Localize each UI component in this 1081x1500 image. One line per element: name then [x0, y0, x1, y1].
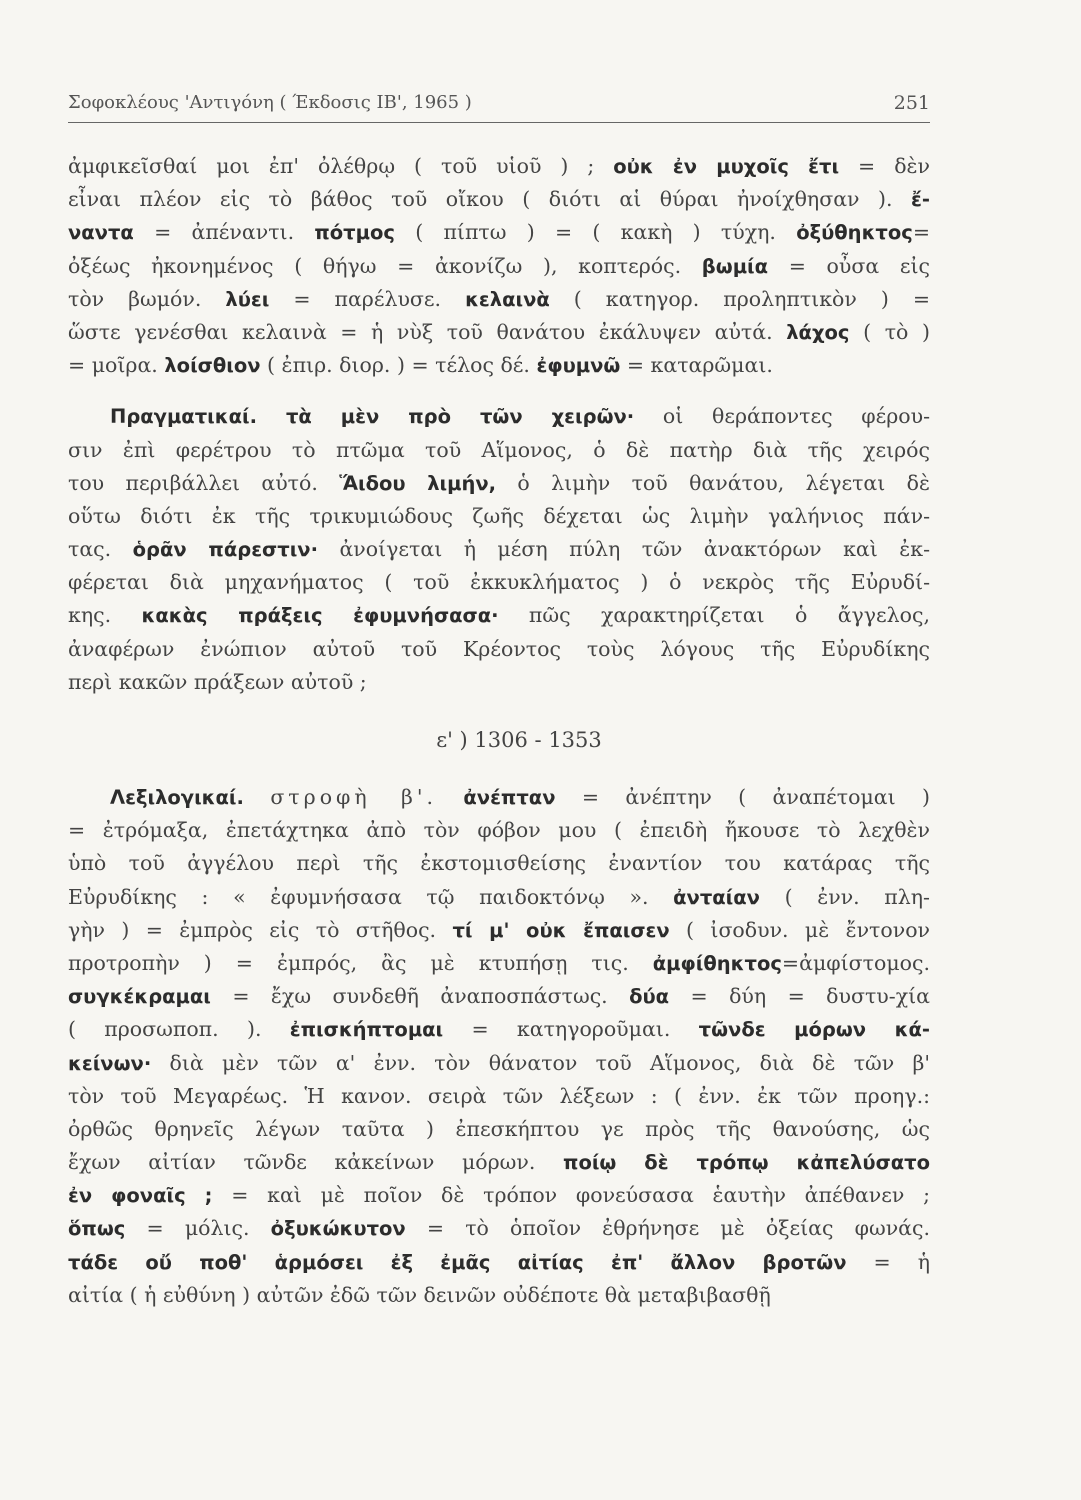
- bold-term: ἐφυμνῶ: [536, 354, 621, 378]
- text-segment: [244, 785, 270, 809]
- text-line: [68, 349, 930, 382]
- bold-term: δύα: [629, 985, 670, 1009]
- bold-term: τί μ' οὐκ ἔπαισεν: [452, 918, 670, 942]
- text-segment: διὰ μὲν τῶν α' ἐνν. τὸν θάνατον τοῦ Αἵμονος, διὰ δὲ τῶν β': [151, 1050, 930, 1075]
- text-segment: ὥστε γενέσθαι κελαινὰ = ἡ νὺξ τοῦ θανάτου ἐκάλυψεν αὐτά.: [68, 319, 787, 344]
- text-line: [68, 283, 930, 316]
- text-segment: ἀνοίγεται ἡ μέση πύλη τῶν ἀνακτόρων καὶ ἐκ-: [317, 537, 930, 562]
- text-line: [68, 500, 930, 533]
- text-body: [68, 150, 930, 1312]
- text-line: [68, 566, 930, 599]
- bold-term: τῶνδε μόρων κά-: [698, 1018, 930, 1042]
- text-segment: = ἔχω συνδεθῆ ἀναποσπάστως.: [210, 984, 630, 1009]
- text-line: [68, 400, 930, 433]
- text-segment: = παρέλυσε.: [269, 286, 466, 311]
- text-segment: προτροπὴν ) = ἐμπρός, ἂς μὲ κτυπήσῃ τις.: [68, 950, 653, 975]
- text-segment: οὕτω διότι ἐκ τῆς τρικυμιώδους ζωῆς δέχεται ὡς λιμὴν γαλήνιος πάν-: [68, 503, 930, 528]
- paragraph-lexilogikai: [68, 781, 930, 1312]
- text-segment: ὀξέως ἠκονημένος ( θήγω = ἀκονίζω ), κοπτερός.: [68, 253, 702, 278]
- text-line: [68, 533, 930, 566]
- bold-term: Ἅιδου λιμήν,: [339, 471, 497, 495]
- text-line: [68, 1080, 930, 1113]
- text-segment: οἱ θεράποντες φέρου-: [634, 404, 930, 429]
- bold-term: ἀνέπταν: [463, 786, 556, 809]
- text-segment: = μοῖρα.: [68, 353, 165, 378]
- bold-term: τάδε οὔ ποθ' ἁρμόσει ἐξ ἐμᾶς αἰτίας ἐπ' ἄλλον βροτῶν: [68, 1250, 847, 1274]
- text-line: [68, 666, 930, 699]
- text-line: [68, 847, 930, 880]
- bold-term: Λεξιλογικαί.: [110, 786, 244, 809]
- text-line: [68, 250, 930, 283]
- bold-term: οὐκ ἐν μυχοῖς ἔτι: [613, 155, 840, 178]
- text-segment: τὸν βωμόν.: [68, 286, 226, 311]
- text-line: [68, 316, 930, 349]
- text-segment: γὴν ) = ἐμπρὸς εἰς τὸ στῆθος.: [68, 917, 453, 942]
- text-segment: = ἡ: [846, 1249, 930, 1274]
- text-line: [68, 183, 930, 216]
- text-line: [68, 980, 930, 1013]
- bold-term: ἐν φοναῖς ;: [68, 1184, 213, 1208]
- text-line: [68, 947, 930, 980]
- text-segment: τας.: [68, 537, 133, 562]
- text-line: [68, 434, 930, 467]
- bold-term: ἀνταίαν: [673, 885, 760, 909]
- paragraph-glossary-continued: [68, 150, 930, 382]
- bold-term: πότμος: [314, 221, 395, 245]
- text-line: [68, 1047, 930, 1080]
- text-segment: περὶ κακῶν πράξεων αὐτοῦ ;: [68, 669, 367, 694]
- text-line: [68, 216, 930, 249]
- text-segment: ἔχων αἰτίαν τῶνδε κἀκείνων μόρων.: [68, 1150, 564, 1175]
- bold-term: συγκέκραμαι: [68, 985, 211, 1009]
- bold-term: λάχος: [786, 320, 850, 344]
- text-line: [68, 1212, 930, 1245]
- bold-term: ναντα: [68, 221, 134, 245]
- text-segment: ( ἐπιρ. διορ. ) = τέλος δέ.: [260, 353, 537, 378]
- bold-term: κακὰς πράξεις ἐφυμνήσασα·: [141, 604, 499, 628]
- text-segment: ( τὸ ): [849, 319, 930, 344]
- text-segment: ( ἰσοδυν. μὲ ἔντονον: [669, 917, 930, 942]
- bold-term: ὀξύθηκτος: [796, 221, 913, 245]
- text-line: [68, 1013, 930, 1046]
- text-segment: κης.: [68, 603, 142, 628]
- text-segment: = δὲν: [839, 154, 930, 178]
- text-line: [68, 1113, 930, 1146]
- bold-term: ποίῳ δὲ τρόπῳ κἀπελύσατο: [563, 1151, 930, 1175]
- text-segment: ( κατηγορ. προληπτικὸν ) =: [549, 286, 930, 311]
- bold-term: κείνων·: [68, 1051, 152, 1075]
- text-line: [68, 633, 930, 666]
- text-segment: ὀρθῶς θρηνεῖς λέγων ταῦτα ) ἐπεσκήπτου γε πρὸς τῆς θανούσης, ὡς: [68, 1116, 930, 1141]
- text-line: [68, 814, 930, 847]
- text-line: [68, 781, 930, 814]
- text-segment: ( ἐνν. πλη-: [759, 884, 930, 909]
- text-segment: ἀναφέρων ἐνώπιον αὐτοῦ τοῦ Κρέοντος τοὺς λόγους τῆς Εὐρυδίκης: [68, 636, 930, 661]
- text-segment: = μόλις.: [125, 1216, 271, 1241]
- text-segment: πῶς χαρακτηρίζεται ὁ ἄγγελος,: [498, 603, 930, 628]
- bold-term: ὀξυκώκυτον: [270, 1217, 406, 1241]
- bold-term: λύει: [225, 287, 270, 311]
- bold-term: ἔ-: [911, 188, 930, 212]
- text-segment: τὸν τοῦ Μεγαρέως. Ἡ κανον. σειρὰ τῶν λέξεων : ( ἐνν. ἐκ τῶν προηγ.:: [68, 1083, 930, 1108]
- text-line: [68, 1279, 930, 1312]
- text-line: [68, 914, 930, 947]
- text-line: [68, 599, 930, 632]
- header-title: Σοφοκλέους 'Αντιγόνη ( Έκδοσις ΙΒ', 1965 ): [68, 92, 472, 113]
- text-segment: = δύη = δυστυ-χία: [669, 984, 930, 1009]
- text-segment: =: [912, 220, 930, 245]
- running-header: [68, 86, 930, 123]
- text-segment: του περιβάλλει αὐτό.: [68, 470, 340, 495]
- page-number: 251: [893, 92, 930, 114]
- bold-term: λοίσθιον: [164, 354, 261, 378]
- text-line: [68, 1246, 930, 1279]
- text-segment: ὁ λιμὴν τοῦ θανάτου, λέγεται δὲ: [496, 470, 930, 495]
- text-line: [68, 150, 930, 183]
- bold-term: βωμία: [701, 254, 769, 278]
- bold-term: ἐπισκήπτομαι: [289, 1018, 444, 1042]
- text-segment: ὑπὸ τοῦ ἀγγέλου περὶ τῆς ἐκστομισθείσης ἐναντίον του κατάρας τῆς: [68, 851, 930, 876]
- text-segment: ( προσωποπ. ).: [68, 1017, 290, 1042]
- text-segment: [437, 785, 463, 809]
- section-heading: ε' ) 1306 - 1353: [436, 728, 602, 752]
- text-segment: = κατηγοροῦμαι.: [443, 1017, 699, 1042]
- text-segment: = καταρῶμαι.: [620, 353, 773, 378]
- bold-term: κελαινὰ: [465, 287, 550, 311]
- text-segment: =ἀμφίστομος.: [781, 950, 930, 975]
- text-segment: = ἐτρόμαξα, ἐπετάχτηκα ἀπὸ τὸν φόβον μου ( ἐπειδὴ ἤκουσε τὸ λεχθὲν: [68, 818, 930, 843]
- bold-term: Πραγματικαί. τὰ μὲν πρὸ τῶν χειρῶν·: [110, 405, 635, 429]
- paragraph-pragmatikai: [68, 400, 930, 699]
- bold-term: ὅπως: [68, 1217, 126, 1241]
- text-segment: ( πίπτω ) = ( κακὴ ) τύχη.: [394, 220, 797, 245]
- text-segment: = καὶ μὲ ποῖον δὲ τρόπον φονεύσασα ἑαυτὴν ἀπέθανεν ;: [212, 1183, 930, 1208]
- text-segment: Εὐρυδίκης : « ἐφυμνήσασα τῷ παιδοκτόνῳ ».: [68, 884, 674, 909]
- text-segment: αἰτία ( ἡ εὐθύνη ) αὐτῶν ἐδῶ τῶν δεινῶν οὐδέποτε θὰ μεταβιβασθῇ: [68, 1282, 771, 1307]
- text-segment: φέρεται διὰ μηχανήματος ( τοῦ ἐκκυκλήματος ) ὁ νεκρὸς τῆς Εὐρυδί-: [68, 570, 930, 595]
- text-segment: σιν ἐπὶ φερέτρου τὸ πτῶμα τοῦ Αἵμονος, ὁ δὲ πατὴρ διὰ τῆς χειρός: [68, 437, 930, 462]
- text-segment: = ἀπέναντι.: [133, 220, 315, 245]
- text-segment: εἶναι πλέον εἰς τὸ βάθος τοῦ οἴκου ( διότι αἱ θύραι ἠνοίχθησαν ).: [68, 187, 912, 212]
- bold-term: ἀμφίθηκτος: [652, 951, 782, 975]
- text-line: [68, 1146, 930, 1179]
- text-line: [68, 467, 930, 500]
- text-line: [68, 881, 930, 914]
- text-segment: = οὖσα εἰς: [768, 253, 930, 278]
- text-segment: = τὸ ὁποῖον ἐθρήνησε μὲ ὀξείας φωνάς.: [405, 1216, 930, 1241]
- text-line: [68, 1179, 930, 1212]
- bold-term: ὁρᾶν πάρεστιν·: [132, 538, 318, 562]
- spaced-term: στροφὴ β'.: [270, 785, 438, 809]
- text-segment: = ἀνέπτην ( ἀναπέτομαι ): [555, 785, 930, 809]
- text-segment: ἀμφικεῖσθαί μοι ἐπ' ὀλέθρῳ ( τοῦ υἱοῦ ) ;: [68, 154, 614, 178]
